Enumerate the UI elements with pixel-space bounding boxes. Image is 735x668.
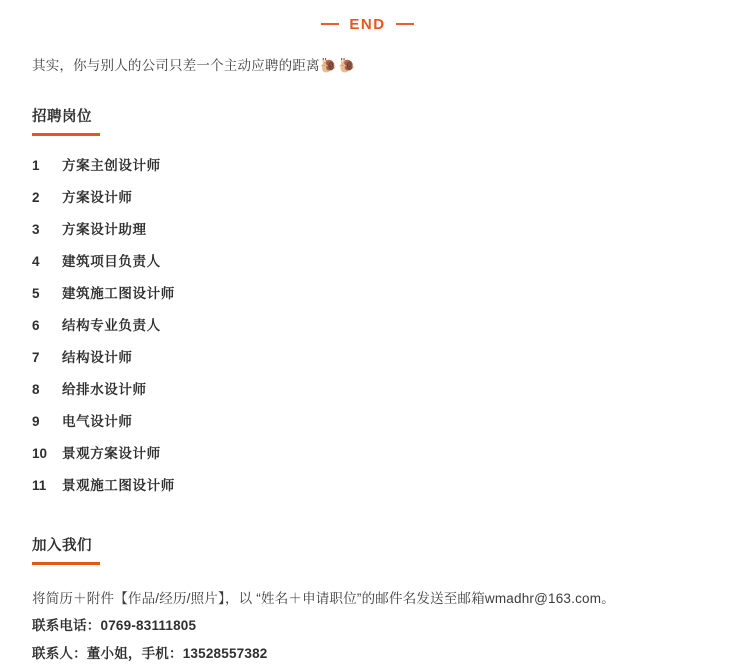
end-divider (0, 0, 735, 42)
job-number: 7 (32, 349, 40, 365)
list-item (0, 378, 735, 410)
section-heading-join-us (32, 534, 100, 565)
section-title-join-us: 加入我们 (32, 537, 92, 554)
job-title: 建筑项目负责人 (62, 253, 161, 269)
job-title: 结构专业负责人 (62, 317, 161, 333)
list-item (0, 314, 735, 346)
list-item (0, 410, 735, 442)
snail-emoji: 🐌🐌 (319, 57, 357, 73)
job-number: 8 (32, 381, 40, 397)
intro-text: 其实，你与别人的公司只差一个主动应聘的距离 (32, 58, 320, 73)
section-underline-jobs (32, 133, 100, 136)
job-title: 给排水设计师 (62, 381, 147, 397)
contact-block (32, 585, 735, 668)
job-number: 1 (32, 157, 40, 173)
divider-dash-left (321, 23, 339, 25)
divider-dash-right (396, 23, 414, 25)
job-number: 10 (32, 445, 48, 461)
job-number: 3 (32, 221, 40, 237)
job-number: 4 (32, 253, 40, 269)
section-title-jobs: 招聘岗位 (32, 108, 92, 125)
job-list (0, 154, 735, 506)
list-item (0, 250, 735, 282)
job-title: 方案设计师 (62, 189, 133, 205)
job-title: 方案设计助理 (62, 221, 147, 237)
list-item (0, 474, 735, 506)
job-number: 6 (32, 317, 40, 333)
list-item (0, 346, 735, 378)
list-item (0, 218, 735, 250)
contact-person: 联系人：董小姐，手机：13528557382 (32, 645, 268, 661)
job-title: 电气设计师 (62, 413, 133, 429)
contact-phone: 联系电话：0769-83111805 (32, 618, 197, 634)
job-title: 建筑施工图设计师 (62, 285, 175, 301)
list-item (0, 186, 735, 218)
list-item (0, 282, 735, 314)
list-item (0, 154, 735, 186)
job-title: 方案主创设计师 (62, 157, 161, 173)
job-number: 5 (32, 285, 40, 301)
list-item (0, 442, 735, 474)
intro-paragraph (32, 54, 735, 77)
resume-instructions: 将简历＋附件【作品/经历/照片】，以 “姓名＋申请职位”的邮件名发送至邮箱wmadhr@163.com。 (32, 590, 615, 606)
end-label: END (349, 15, 386, 33)
job-number: 11 (32, 477, 47, 493)
job-number: 9 (32, 413, 40, 429)
job-number: 2 (32, 189, 40, 205)
job-title: 景观施工图设计师 (62, 477, 175, 493)
job-title: 景观方案设计师 (62, 445, 161, 461)
section-heading-jobs (32, 105, 100, 136)
job-title: 结构设计师 (62, 349, 133, 365)
section-underline-join-us (32, 562, 100, 565)
